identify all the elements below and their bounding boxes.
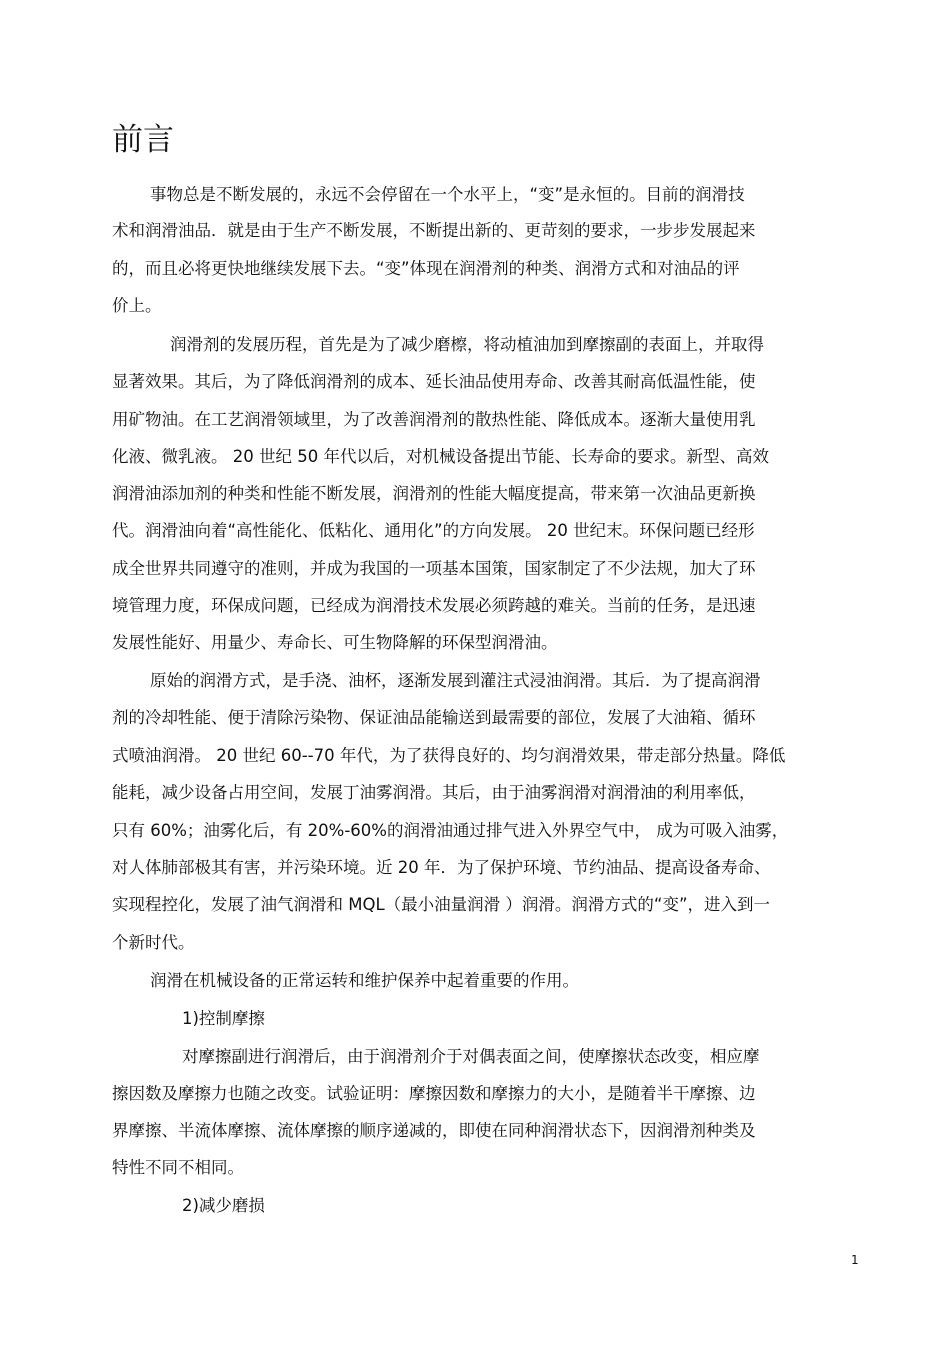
body-line-6: 显著效果。其后，为了降低润滑剂的成本、延长油品使用寿命、改善其耐高低温性能，使 bbox=[112, 372, 756, 391]
body-line-7: 用矿物油。在工艺润滑领域里，为了改善润滑剂的散热性能、降低成本。逐渐大量使用乳 bbox=[112, 410, 756, 429]
body-line-27: 特性不同不相同。 bbox=[112, 1158, 244, 1177]
body-line-17: 能耗，减少设备占用空间，发展丁油雾润滑。其后，由于油雾润滑对润滑油的利用率低， bbox=[112, 783, 756, 802]
body-line-19: 对人体肺部极其有害，并污染环境。近 20 年．为了保护环境、节约油品、提高设备寿命、 bbox=[112, 858, 771, 877]
page-title: 前言 bbox=[112, 122, 174, 158]
body-line-24: 对摩擦副进行润滑后，由于润滑剂介于对偶表面之间，使摩擦状态改变，相应摩 bbox=[182, 1047, 760, 1066]
body-line-12: 境管理力度，环保成问题，已经成为润滑技术发展必须跨越的难关。当前的任务，是迅速 bbox=[112, 596, 756, 615]
section-heading-reduce-wear: 2)减少磨损 bbox=[182, 1196, 265, 1215]
body-line-13: 发展性能好、用量少、寿命长、可生物降解的环保型润滑油。 bbox=[112, 633, 558, 652]
body-line-2: 术和润滑油品．就是由于生产不断发展，不断提出新的、更苛刻的要求，一步步发展起来 bbox=[112, 221, 756, 240]
body-line-21: 个新时代。 bbox=[112, 933, 195, 952]
body-line-25: 擦因数及摩擦力也随之改变。试验证明：摩擦因数和摩擦力的大小，是随着半干摩擦、边 bbox=[112, 1084, 756, 1103]
page-number: 1 bbox=[851, 1253, 859, 1267]
body-line-14: 原始的润滑方式，是手浇、油杯，逐渐发展到灌注式浸油润滑。其后．为了提高润滑 bbox=[150, 671, 761, 690]
body-line-26: 界摩擦、半流体摩擦、流体摩擦的顺序递减的，即使在同种润滑状态下，因润滑剂种类及 bbox=[112, 1121, 756, 1140]
body-line-10: 代。润滑油向着“高性能化、低粘化、通用化”的方向发展。 20 世纪末。环保问题已经形 bbox=[112, 521, 755, 540]
body-line-1: 事物总是不断发展的，永远不会停留在一个水平上，“变”是永恒的。目前的润滑技 bbox=[150, 185, 745, 204]
section-heading-control-friction: 1)控制摩擦 bbox=[182, 1009, 265, 1028]
body-line-9: 润滑油添加剂的种类和性能不断发展，润滑剂的性能大幅度提高，带来第一次油品更新换 bbox=[112, 484, 756, 503]
body-line-22: 润滑在机械设备的正常运转和维护保养中起着重要的作用。 bbox=[150, 971, 579, 990]
body-line-16: 式喷油润滑。 20 世纪 60--70 年代，为了获得良好的、均匀润滑效果，带走部分热量。降低 bbox=[112, 746, 786, 765]
body-line-11: 成全世界共同遵守的准则，并成为我国的一项基本国策，国家制定了不少法规，加大了环 bbox=[112, 559, 756, 578]
body-line-20: 实现程控化，发展了油气润滑和 MQL（最小油量润滑 ）润滑。润滑方式的“变”，进入到一 bbox=[112, 895, 771, 914]
body-line-18: 只有 60%；油雾化后，有 20%-60%的润滑油通过排气进入外界空气中， 成为可吸入油雾， bbox=[112, 821, 789, 840]
body-line-5: 润滑剂的发展历程，首先是为了减少磨檫，将动植油加到摩擦副的表面上，并取得 bbox=[170, 335, 764, 354]
body-line-3: 的，而且必将更快地继续发展下去。“变”体现在润滑剂的种类、润滑方式和对油品的评 bbox=[112, 259, 740, 278]
body-line-15: 剂的冷却牲能、便于清除污染物、保证油品能输送到最需要的部位，发展了大油箱、循环 bbox=[112, 708, 756, 727]
body-line-8: 化液、微乳液。 20 世纪 50 年代以后，对机械设备提出节能、长寿命的要求。新型、高效 bbox=[112, 447, 769, 466]
body-line-4: 价上。 bbox=[112, 296, 162, 315]
